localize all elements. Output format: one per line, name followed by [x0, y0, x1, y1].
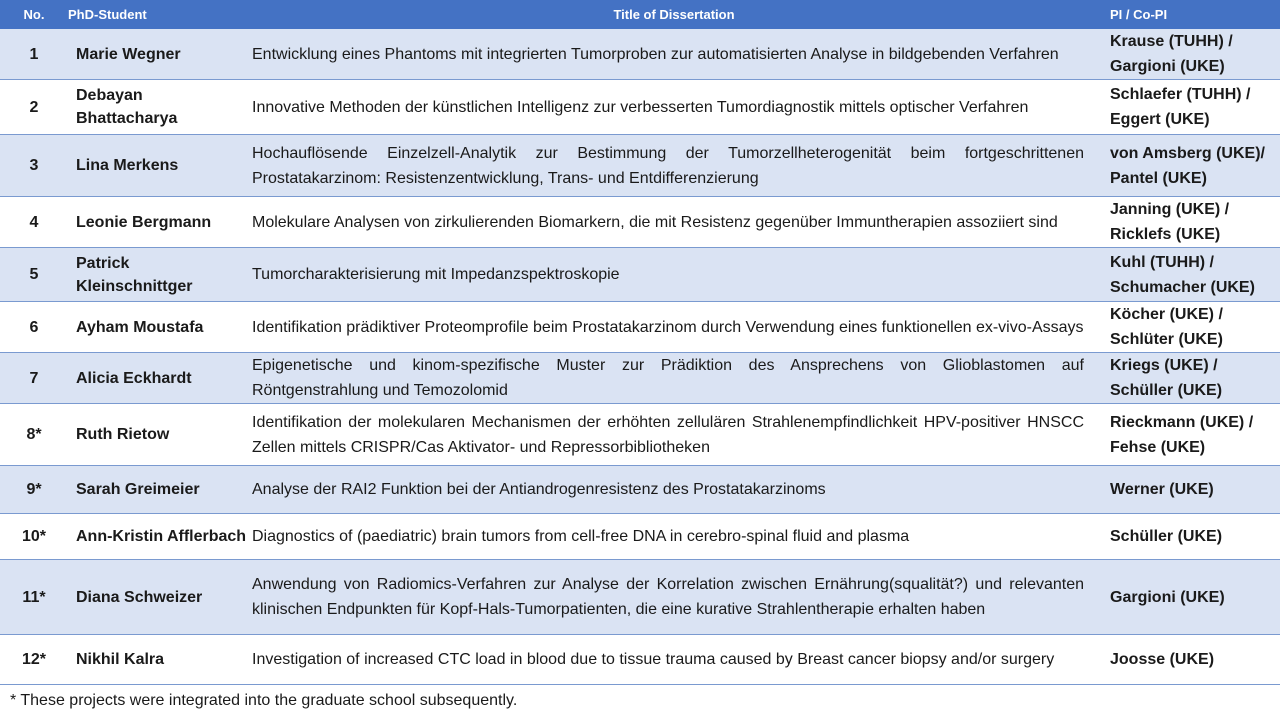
row-pi: von Amsberg (UKE)/ Pantel (UKE) [1110, 144, 1265, 187]
row-student: Lina Merkens [76, 157, 179, 174]
row-pi: Werner (UKE) [1110, 481, 1214, 498]
row-pi: Krause (TUHH) / Gargioni (UKE) [1110, 33, 1233, 75]
row-pi: Kriegs (UKE) / Schüller (UKE) [1110, 357, 1223, 399]
row-pi: Rieckmann (UKE) / Fehse (UKE) [1110, 413, 1254, 456]
table-row [0, 466, 1280, 514]
table-row [0, 635, 1280, 685]
row-no: 6 [29, 318, 39, 336]
row-student: Marie Wegner [76, 45, 181, 63]
row-pi: Schlaefer (TUHH) / Eggert (UKE) [1110, 86, 1251, 128]
header-title: Title of Dissertation [613, 7, 735, 22]
row-no: 2 [29, 98, 39, 116]
row-pi: Köcher (UKE) / Schlüter (UKE) [1110, 306, 1223, 348]
row-title: Diagnostics of (paediatric) brain tumors from cell-free DNA in cerebro-spinal fluid and plasma [252, 528, 910, 545]
row-student: Sarah Greimeier [76, 481, 200, 498]
header-pi: PI / Co-PI [1110, 7, 1168, 22]
row-no: 7 [29, 369, 39, 387]
row-no: 3 [29, 157, 39, 174]
row-no: 9* [26, 481, 42, 498]
table-row [0, 248, 1280, 302]
row-pi: Gargioni (UKE) [1110, 588, 1225, 606]
row-title: Anwendung von Radiomics-Verfahren zur Analyse der Korrelation zwischen Ernährung(squalität?) und relevanten klinischen Endpunkten für Kopf-Hals-Tumorpatienten, die eine kurative Strahlentherapie erhalten haben [252, 576, 1084, 618]
row-pi: Kuhl (TUHH) / Schumacher (UKE) [1110, 253, 1255, 296]
table-row [0, 404, 1280, 466]
row-student: Patrick Kleinschnittger [76, 254, 193, 295]
header-student: PhD-Student [68, 7, 147, 22]
row-title: Investigation of increased CTC load in blood due to tissue trauma caused by Breast cancer biopsy and/or surgery [252, 651, 1055, 668]
row-pi: Schüller (UKE) [1110, 528, 1223, 545]
row-student: Ann-Kristin Afflerbach [76, 528, 247, 545]
row-no: 8* [26, 426, 42, 443]
row-no: 4 [29, 213, 39, 231]
row-no: 11* [22, 588, 46, 606]
table-row [0, 80, 1280, 135]
table-row [0, 560, 1280, 635]
row-no: 5 [29, 266, 39, 283]
table-row [0, 29, 1280, 80]
row-title: Identifikation prädiktiver Proteomprofile beim Prostatakarzinom durch Verwendung eines funktionellen ex-vivo-Assays [252, 318, 1084, 336]
table-row [0, 302, 1280, 353]
row-no: 1 [29, 45, 39, 63]
row-no: 10* [21, 528, 47, 545]
table-row [0, 135, 1280, 197]
row-title: Epigenetische und kinom-spezifische Muster zur Prädiktion des Ansprechens von Glioblastomen auf Röntgenstrahlung und Temozolomid [252, 357, 1084, 399]
row-pi: Janning (UKE) / Ricklefs (UKE) [1110, 201, 1230, 243]
row-student: Leonie Bergmann [76, 213, 212, 231]
footnote: * These projects were integrated into the graduate school subsequently. [10, 692, 518, 709]
table-row [0, 353, 1280, 404]
row-title: Tumorcharakterisierung mit Impedanzspektroskopie [252, 266, 620, 283]
row-student: Debayan Bhattacharya [76, 87, 178, 127]
table-row [0, 197, 1280, 248]
row-pi: Joosse (UKE) [1110, 651, 1215, 668]
row-title: Identifikation der molekularen Mechanismen der erhöhten zellulären Strahlenempfindlichkeit HPV-positiver HNSCC Zellen mittels CRISPR/Cas Aktivator- und Repressorbibliotheken [252, 413, 1084, 456]
row-no: 12* [21, 651, 47, 668]
table-row [0, 514, 1280, 560]
table-header-row [0, 0, 1280, 29]
row-title: Molekulare Analysen von zirkulierenden Biomarkern, die mit Resistenz gegenüber Immuntherapien assoziiert sind [252, 213, 1058, 231]
row-student: Nikhil Kalra [76, 651, 165, 668]
row-student: Alicia Eckhardt [76, 369, 192, 387]
row-title: Analyse der RAI2 Funktion bei der Antiandrogenresistenz des Prostatakarzinoms [252, 481, 826, 498]
row-title: Hochauflösende Einzelzell-Analytik zur Bestimmung der Tumorzellheterogenität beim fortgeschrittenen Prostatakarzinom: Resistenzentwicklung, Trans- und Entdifferenzierung [252, 144, 1084, 187]
row-title: Entwicklung eines Phantoms mit integrierten Tumorproben zur automatisierten Analyse in bildgebenden Verfahren [252, 45, 1059, 63]
header-no: No. [23, 7, 45, 22]
row-student: Ruth Rietow [76, 426, 170, 443]
row-student: Diana Schweizer [76, 588, 203, 606]
row-student: Ayham Moustafa [76, 318, 204, 336]
row-title: Innovative Methoden der künstlichen Intelligenz zur verbesserten Tumordiagnostik mittels optischer Verfahren [252, 98, 1029, 116]
